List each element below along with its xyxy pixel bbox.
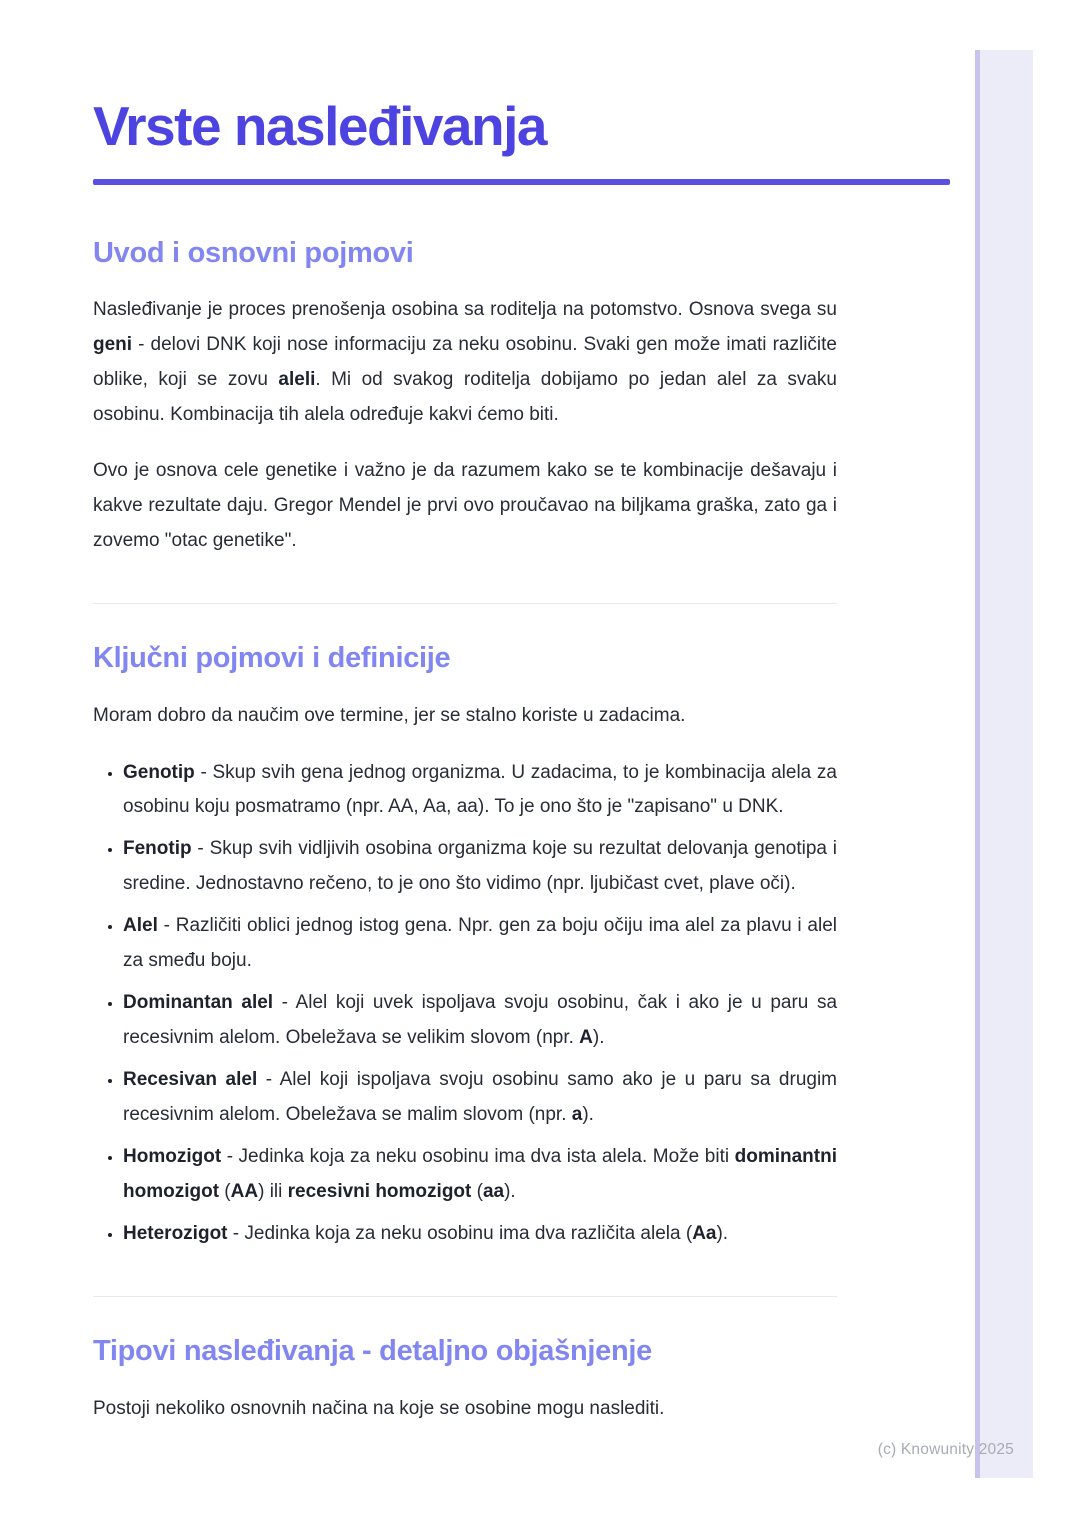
section-definitions: [93, 640, 837, 1252]
definition-item-fenotip: • Fenotip - Skup svih vidljivih osobina organizma koje su rezultat delovanja genotipa i sredine. Jednostavno rečeno, to je ono što vidimo (npr. ljubičast cvet, plave oči).: [123, 832, 837, 902]
section-heading-types: Tipovi nasleđivanja - detaljno objašnjenje: [93, 1334, 652, 1367]
section-intro: [93, 235, 837, 559]
page-title: Vrste nasleđivanja: [93, 95, 546, 157]
definition-item-genotip: • Genotip - Skup svih gena jednog organizma. U zadacima, to je kombinacija alela za osobinu koju posmatramo (npr. AA, Aa, aa). To je ono što je "zapisano" u DNK.: [123, 756, 837, 826]
definitions-list: [93, 756, 837, 1252]
title-underline: [93, 179, 950, 185]
definition-item-homozigot: • Homozigot - Jedinka koja za neku osobinu ima dva ista alela. Može biti dominantni homozigot (AA) ili recesivni homozigot (aa).: [123, 1140, 837, 1210]
decorative-side-strip: [975, 50, 1033, 1478]
section-divider: [93, 603, 837, 604]
note-page-content: [93, 96, 837, 1427]
definition-item-heterozigot: • Heterozigot - Jedinka koja za neku osobinu ima dva različita alela (Aa).: [123, 1217, 837, 1252]
definition-item-dominantan-alel: • Dominantan alel - Alel koji uvek ispoljava svoju osobinu, čak i ako je u paru sa recesivnim alelom. Obeležava se velikim slovom (npr. A).: [123, 986, 837, 1056]
watermark: (c) Knowunity 2025: [877, 1441, 1014, 1458]
section-heading-definitions: Ključni pojmovi i definicije: [93, 641, 451, 674]
definition-item-alel: • Alel - Različiti oblici jednog istog gena. Npr. gen za boju očiju ima alel za plavu i alel za smeđu boju.: [123, 909, 837, 979]
section-divider: [93, 1296, 837, 1297]
paragraph: Postoji nekoliko osnovnih načina na koje se osobine mogu naslediti.: [93, 1397, 665, 1419]
section-types: [93, 1333, 837, 1427]
paragraph: Nasleđivanje je proces prenošenja osobina sa roditelja na potomstvo. Osnova svega su geni - delovi DNK koji nose informaciju za neku osobinu. Svaki gen može imati različite oblike, koji se zovu aleli. Mi od svakog roditelja dobijamo po jedan alel za svaku osobinu. Kombinacija tih alela određuje kakvi ćemo biti.: [93, 299, 837, 426]
paragraph: Ovo je osnova cele genetike i važno je da razumem kako se te kombinacije dešavaju i kakve rezultate daju. Gregor Mendel je prvi ovo proučavao na biljkama graška, zato ga i zovemo "otac genetike".: [93, 460, 837, 551]
definition-item-recesivan-alel: • Recesivan alel - Alel koji ispoljava svoju osobinu samo ako je u paru sa drugim recesivnim alelom. Obeležava se malim slovom (npr. a).: [123, 1063, 837, 1133]
paragraph: Moram dobro da naučim ove termine, jer se stalno koriste u zadacima.: [93, 704, 686, 726]
section-heading-intro: Uvod i osnovni pojmovi: [93, 236, 414, 269]
